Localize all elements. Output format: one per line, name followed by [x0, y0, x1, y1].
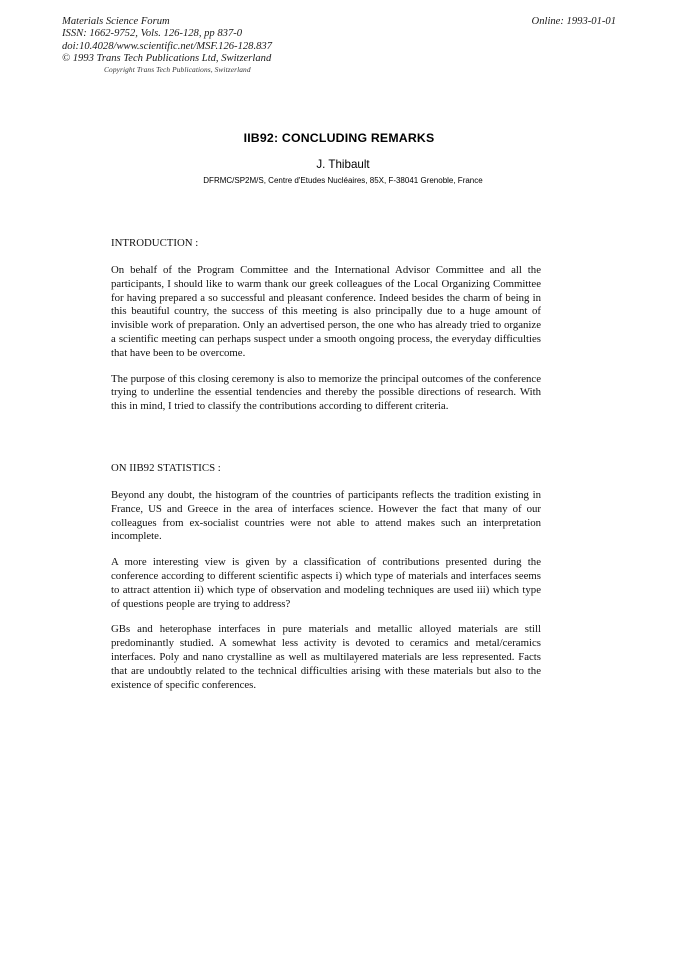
article-title: IIB92: CONCLUDING REMARKS	[243, 131, 435, 145]
statistics-heading: ON IIB92 STATISTICS :	[111, 462, 221, 474]
statistics-paragraph-3: GBs and heterophase interfaces in pure materials and metallic alloyed materials are still predominantly studied. A somewhat less activity is devoted to ceramics and metal/ceramics interfaces. Poly and nano crystalline as well as multilayered materials are less represented. Facts that are undoubtly related to the technical difficulties arising with these materials but also to the existence of specific conferences.	[111, 623, 541, 691]
article-author: J. Thibault	[316, 158, 370, 171]
publication-metadata	[62, 16, 272, 66]
online-date: Online: 1993-01-01	[531, 16, 616, 27]
statistics-section	[111, 489, 541, 704]
doi-line: doi:10.4028/www.scientific.net/MSF.126-128.837	[62, 40, 272, 52]
copyright-line: © 1993 Trans Tech Publications Ltd, Switzerland	[62, 53, 272, 65]
introduction-paragraph-2: The purpose of this closing ceremony is also to memorize the principal outcomes of the conference trying to underline the essential tendencies and thereby the possible directions of research. With this in mind, I tried to classify the contributions according to different criteria.	[111, 372, 541, 413]
journal-name: Materials Science Forum	[62, 16, 170, 27]
introduction-section	[111, 264, 541, 426]
introduction-paragraph-1: On behalf of the Program Committee and the International Advisor Committee and all the participants, I should like to warm thank our greek colleagues of the Local Organizing Committee for having prepared a so successful and pleasant conference. Indeed besides the charm of being in this beautiful country, the success of this meeting is also principally due to a huge amount of invisible work of preparation. Only an advertised person, the one who has already tried to organize a scientific meeting can perhaps suspect under a smooth ongoing process, the everyday difficulties that have been to be overcome.	[111, 264, 541, 359]
copyright-stamp: Copyright Trans Tech Publications, Switzerland	[104, 65, 251, 74]
statistics-paragraph-1: Beyond any doubt, the histogram of the countries of participants reflects the tradition existing in France, US and Greece in the area of interfaces science. However the fact that many of our colleagues from ex-socialist countries were not able to attend makes such an interpretation incomplete.	[111, 489, 541, 543]
issn-line: ISSN: 1662-9752, Vols. 126-128, pp 837-0	[62, 28, 243, 40]
introduction-heading: INTRODUCTION :	[111, 237, 199, 249]
author-affiliation: DFRMC/SP2M/S, Centre d'Etudes Nucléaires, 85X, F-38041 Grenoble, France	[203, 176, 483, 185]
statistics-paragraph-2: A more interesting view is given by a classification of contributions presented during the conference according to different scientific aspects i) which type of materials and interfaces seems to attract attention ii) which type of observation and modeling techniques are used iii) which type of questions people are trying to address?	[111, 556, 541, 610]
